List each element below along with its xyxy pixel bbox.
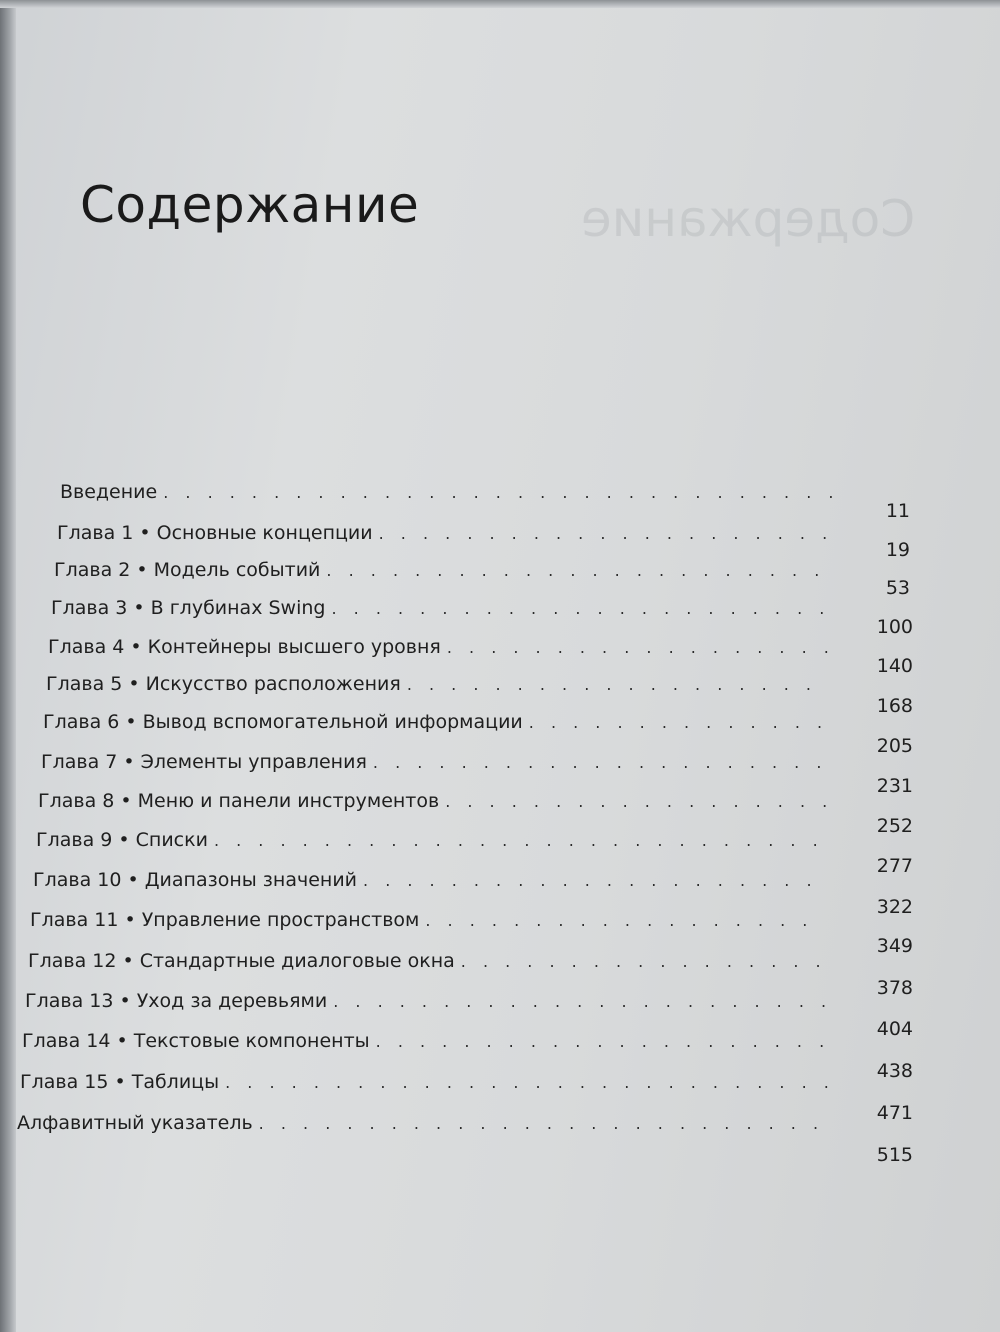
toc-entry-chapter-3 xyxy=(51,597,831,619)
toc-entry-label: Глава 4 • Контейнеры высшего уровня xyxy=(48,636,441,658)
leader-dots xyxy=(326,561,834,580)
leader-dots xyxy=(225,1073,830,1092)
toc-entry-page: 252 xyxy=(876,815,913,837)
leader-dots xyxy=(529,713,833,732)
toc-entry-chapter-2 xyxy=(54,559,834,581)
leader-dots xyxy=(447,638,828,657)
toc-entry-page: 168 xyxy=(876,695,913,717)
toc-entry-page: 140 xyxy=(876,655,913,677)
toc-entry-label: Глава 3 • В глубинах Swing xyxy=(51,597,326,619)
leader-dots xyxy=(163,483,840,502)
toc-entry-page: 19 xyxy=(885,539,910,561)
toc-entry-label: Глава 13 • Уход за деревьями xyxy=(25,990,328,1012)
toc-entry-chapter-13 xyxy=(25,990,830,1012)
toc-entry-label: Глава 11 • Управление пространством xyxy=(30,909,420,931)
toc-entry-label: Глава 15 • Таблицы xyxy=(20,1071,220,1093)
toc-entry-chapter-11 xyxy=(30,909,825,931)
toc-entry-chapter-8 xyxy=(38,790,828,812)
toc-entry-chapter-7 xyxy=(41,751,831,773)
leader-dots xyxy=(376,1032,827,1051)
leader-dots xyxy=(379,524,837,543)
leader-dots xyxy=(373,753,831,772)
leader-dots xyxy=(333,992,830,1011)
toc-entry-index xyxy=(17,1112,827,1134)
toc-entry-chapter-15 xyxy=(20,1071,830,1093)
leader-dots xyxy=(461,952,828,971)
leader-dots xyxy=(363,871,828,890)
toc-entry-label: Глава 8 • Меню и панели инструментов xyxy=(38,790,440,812)
toc-entry-label: Глава 6 • Вывод вспомогательной информации xyxy=(43,711,523,733)
toc-entry-label: Глава 10 • Диапазоны значений xyxy=(33,869,358,891)
toc-entry-page: 404 xyxy=(876,1018,913,1040)
toc-entry-chapter-12 xyxy=(28,950,828,972)
toc-entry-page: 205 xyxy=(876,735,913,757)
toc-entry-label: Глава 12 • Стандартные диалоговые окна xyxy=(28,950,455,972)
toc-entry-chapter-4 xyxy=(48,636,828,658)
toc-entry-chapter-6 xyxy=(43,711,833,733)
toc-entry-intro xyxy=(60,481,840,503)
toc-entry-page: 53 xyxy=(885,577,910,599)
toc-entry-page: 322 xyxy=(876,896,913,918)
toc-entry-page: 438 xyxy=(876,1060,913,1082)
toc-entry-page: 277 xyxy=(876,855,913,877)
show-through-title: Содержание xyxy=(580,190,915,248)
toc-entry-label: Глава 2 • Модель событий xyxy=(54,559,321,581)
toc-entry-label: Введение xyxy=(60,481,158,503)
toc-entry-label: Глава 9 • Списки xyxy=(36,829,208,851)
toc-entry-page: 349 xyxy=(876,935,913,957)
toc-entry-label: Глава 5 • Искусство расположения xyxy=(46,673,401,695)
toc-entry-label: Глава 1 • Основные концепции xyxy=(57,522,373,544)
toc-entry-label: Алфавитный указатель xyxy=(17,1112,253,1134)
toc-entry-page: 231 xyxy=(876,775,913,797)
toc-entry-page: 378 xyxy=(876,977,913,999)
toc-entry-label: Глава 14 • Текстовые компоненты xyxy=(22,1030,370,1052)
toc-entry-chapter-10 xyxy=(33,869,828,891)
leader-dots xyxy=(445,792,828,811)
toc-entry-page: 11 xyxy=(885,500,910,522)
page-title: Содержание xyxy=(80,176,420,234)
leader-dots xyxy=(425,911,825,930)
leader-dots xyxy=(407,675,826,694)
toc-entry-label: Глава 7 • Элементы управления xyxy=(41,751,367,773)
leader-dots xyxy=(214,831,826,850)
leader-dots xyxy=(259,1114,827,1133)
leader-dots xyxy=(331,599,831,618)
toc-entry-page: 100 xyxy=(876,616,913,638)
toc-entry-chapter-1 xyxy=(57,522,837,544)
toc-entry-chapter-9 xyxy=(36,829,826,851)
toc-entry-chapter-5 xyxy=(46,673,826,695)
toc-entry-page: 515 xyxy=(876,1144,913,1166)
toc-entry-chapter-14 xyxy=(22,1030,827,1052)
toc-entry-page: 471 xyxy=(876,1102,913,1124)
